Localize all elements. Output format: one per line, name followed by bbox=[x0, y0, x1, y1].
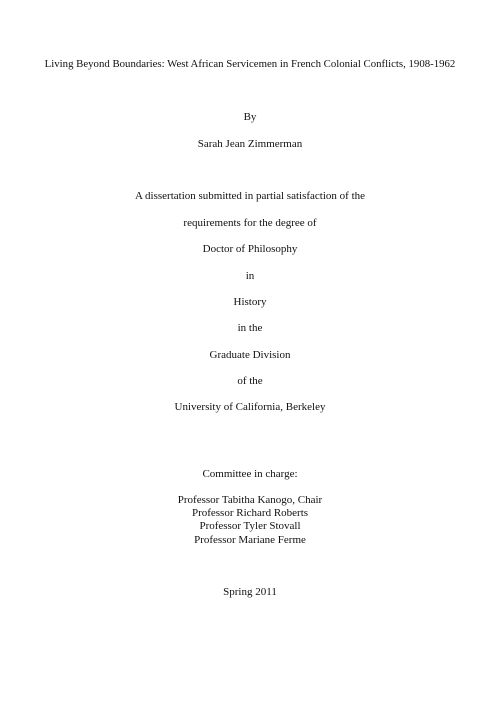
committee-member: Professor Mariane Ferme bbox=[194, 533, 306, 546]
committee-member: Professor Tyler Stovall bbox=[199, 520, 301, 533]
statement-line: in bbox=[245, 270, 255, 282]
statement-line: in the bbox=[237, 322, 263, 334]
by-line: By bbox=[243, 111, 257, 123]
committee-member: Professor Tabitha Kanogo, Chair bbox=[177, 494, 323, 506]
statement-line: A dissertation submitted in partial satisfaction of the bbox=[134, 190, 366, 202]
division-name: Graduate Division bbox=[209, 349, 291, 361]
dissertation-title: Living Beyond Boundaries: West African Servicemen in French Colonial Conflicts, 1908-1962 bbox=[44, 58, 456, 70]
university-name: University of California, Berkeley bbox=[174, 401, 326, 413]
statement-line: of the bbox=[237, 375, 263, 387]
submission-date: Spring 2011 bbox=[223, 586, 277, 598]
author-name: Sarah Jean Zimmerman bbox=[197, 138, 303, 150]
statement-line: requirements for the degree of bbox=[183, 217, 317, 229]
committee-list bbox=[0, 494, 500, 547]
committee-member: Professor Richard Roberts bbox=[191, 507, 309, 520]
degree-name: Doctor of Philosophy bbox=[202, 243, 298, 255]
committee-heading: Committee in charge: bbox=[202, 468, 298, 480]
field-name: History bbox=[233, 296, 267, 308]
